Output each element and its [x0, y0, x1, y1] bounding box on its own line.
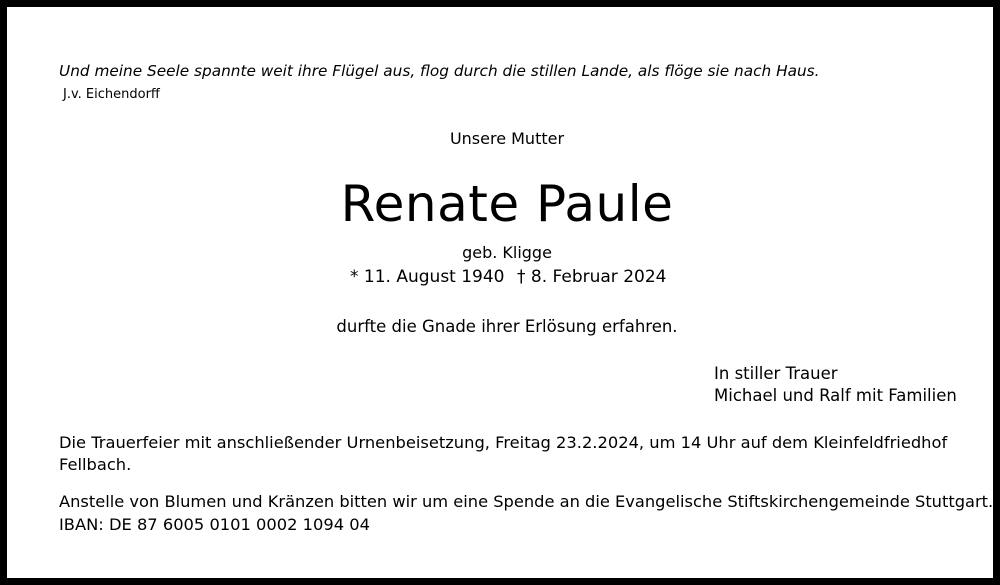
death-date: † 8. Februar 2024: [517, 267, 667, 287]
quote-author: J.v. Eichendorff: [63, 87, 160, 102]
donation-iban: IBAN: DE 87 6005 0101 0002 1094 04: [59, 515, 370, 534]
deceased-name: Renate Paule: [340, 175, 674, 233]
birth-date: * 11. August 1940: [350, 267, 505, 287]
donation-info-line-1: Anstelle von Blumen und Kränzen bitten wir um eine Spende an die Evangelische Stiftskirchengemeinde Stuttgart.: [59, 492, 994, 511]
message-text: durfte die Gnade ihrer Erlösung erfahren.: [336, 317, 678, 336]
funeral-info-line-1: Die Trauerfeier mit anschließender Urnenbeisetzung, Freitag 23.2.2024, um 14 Uhr auf dem Kleinfeldfriedhof: [59, 433, 948, 452]
intro-text: Unsere Mutter: [449, 129, 565, 148]
maiden-name: geb. Kligge: [462, 243, 552, 262]
funeral-info-line-2: Fellbach.: [59, 455, 132, 474]
mourners-heading: In stiller Trauer: [714, 364, 838, 383]
mourners-names: Michael und Ralf mit Familien: [714, 386, 957, 405]
quote-text: Und meine Seele spannte weit ihre Flügel aus, flog durch die stillen Lande, als flöge sie nach Haus.: [59, 62, 820, 80]
